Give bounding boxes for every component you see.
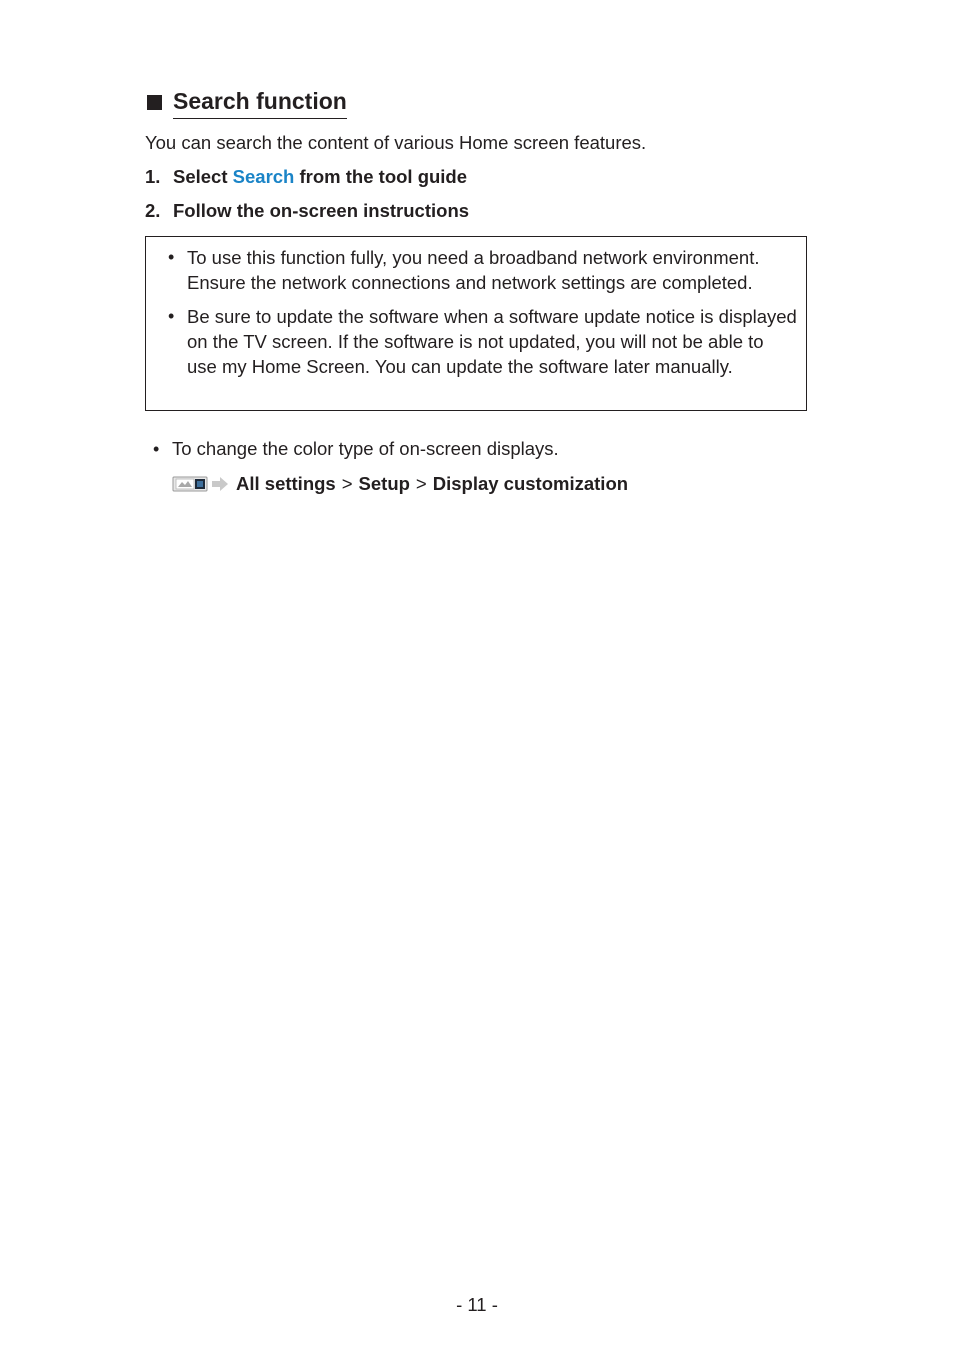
step-prefix: Select xyxy=(173,166,233,187)
bullet-icon: • xyxy=(153,439,160,459)
bullet-icon: • xyxy=(168,306,175,326)
tip-text: To change the color type of on-screen displays. xyxy=(172,438,559,459)
step-number: 1. xyxy=(145,166,161,187)
note-item xyxy=(168,304,797,379)
search-link[interactable]: Search xyxy=(232,166,295,187)
step-2 xyxy=(145,199,469,223)
section-title: Search function xyxy=(173,86,347,119)
path-separator: > xyxy=(415,473,427,494)
note-box xyxy=(145,236,807,411)
tv-menu-icon xyxy=(172,474,230,494)
step-number: 2. xyxy=(145,200,161,221)
section-marker-icon xyxy=(147,95,162,110)
step-suffix: from the tool guide xyxy=(294,166,468,187)
note-text: To use this function fully, you need a broadband network environment. Ensure the network connections and network settings are completed. xyxy=(187,247,760,293)
note-item xyxy=(168,245,797,295)
step-text: Follow the on-screen instructions xyxy=(173,200,470,221)
note-text: Be sure to update the software when a software update notice is displayed on the TV screen. If the software is not updated, you will not be able to use my Home Screen. You can update the software later manually. xyxy=(187,306,797,377)
path-setup: Setup xyxy=(358,473,410,494)
page-number: - 11 - xyxy=(456,1294,498,1315)
menu-path xyxy=(172,472,628,496)
bullet-icon: • xyxy=(168,247,175,267)
step-1 xyxy=(145,165,467,189)
path-all-settings: All settings xyxy=(236,473,336,494)
path-display-customization: Display customization xyxy=(432,473,629,494)
path-separator: > xyxy=(341,473,353,494)
intro-text: You can search the content of various Home screen features. xyxy=(145,132,647,153)
